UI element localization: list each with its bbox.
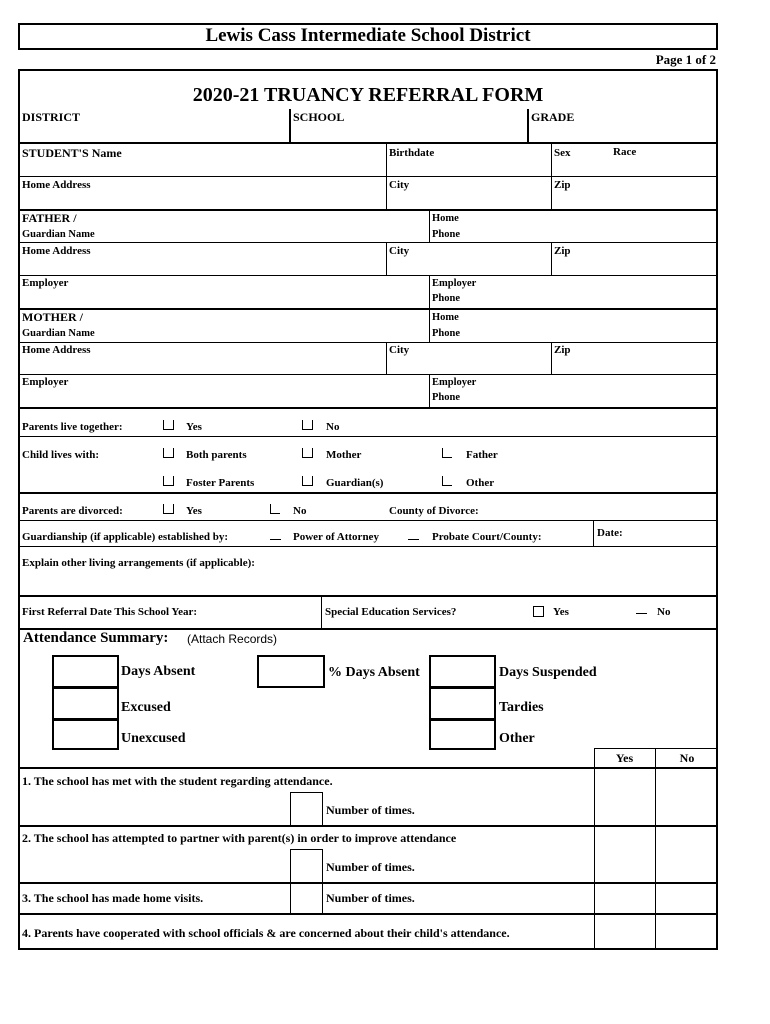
- father-label: FATHER /: [22, 211, 77, 225]
- together-no-label: No: [326, 421, 340, 433]
- divorced-yes-label: Yes: [186, 505, 202, 517]
- sped-label: Special Education Services?: [325, 606, 457, 618]
- question-2: 2. The school has attempted to partner with parent(s) in order to improve attendance: [22, 831, 457, 845]
- tardies-label: Tardies: [499, 700, 544, 715]
- together-yes-label: Yes: [186, 421, 202, 433]
- divorced-label: Parents are divorced:: [22, 505, 123, 517]
- other-checkbox[interactable]: [442, 476, 452, 486]
- mother-emp-phone-1: Employer: [432, 377, 477, 388]
- father-address-label: Home Address: [22, 245, 91, 257]
- days-suspended-input[interactable]: [429, 655, 496, 688]
- grade-label: GRADE: [531, 110, 575, 124]
- yes-column-header: Yes: [615, 751, 634, 765]
- father-home-phone-2: Phone: [432, 229, 461, 240]
- mother-subtitle: Guardian Name: [22, 328, 95, 339]
- mother-zip-label: Zip: [554, 344, 571, 356]
- mother-label: MOTHER /: [22, 310, 84, 324]
- mother-emp-phone-2: Phone: [432, 392, 461, 403]
- mother-option-label: Mother: [326, 449, 362, 461]
- guardians-label: Guardian(s): [326, 477, 384, 489]
- father-emp-phone-2: Phone: [432, 293, 461, 304]
- question-3: 3. The school has made home visits.: [22, 891, 204, 905]
- father-subtitle: Guardian Name: [22, 229, 95, 240]
- no-column-header: No: [679, 751, 695, 765]
- probate-label: Probate Court/County:: [432, 531, 542, 543]
- father-zip-label: Zip: [554, 245, 571, 257]
- father-home-phone-1: Home: [432, 213, 459, 224]
- parents-together-label: Parents live together:: [22, 421, 123, 433]
- other-label: Other: [499, 731, 535, 746]
- both-parents-label: Both parents: [186, 449, 247, 461]
- student-zip-label: Zip: [554, 179, 571, 191]
- both-parents-checkbox[interactable]: [163, 448, 174, 458]
- unexcused-input[interactable]: [52, 719, 119, 750]
- father-emp-phone-1: Employer: [432, 278, 477, 289]
- student-name-label: STUDENT'S Name: [22, 146, 122, 160]
- guardians-checkbox[interactable]: [302, 476, 313, 486]
- days-absent-label: Days Absent: [121, 664, 196, 679]
- other-input[interactable]: [429, 719, 496, 750]
- foster-checkbox[interactable]: [163, 476, 174, 486]
- mother-home-phone-1: Home: [432, 312, 459, 323]
- pct-absent-label: % Days Absent: [328, 665, 420, 680]
- q3-times-label: Number of times.: [326, 891, 415, 905]
- district-label: DISTRICT: [22, 110, 81, 124]
- county-divorce-label: County of Divorce:: [389, 505, 479, 517]
- date-label: Date:: [597, 527, 623, 539]
- other-option-label: Other: [466, 477, 495, 489]
- student-address-label: Home Address: [22, 179, 91, 191]
- tardies-input[interactable]: [429, 687, 496, 720]
- birthdate-label: Birthdate: [389, 147, 435, 159]
- divorced-no-label: No: [293, 505, 307, 517]
- race-label: Race: [613, 146, 637, 158]
- pct-absent-input[interactable]: [257, 655, 325, 688]
- sex-label: Sex: [554, 147, 571, 159]
- form-title: 2020-21 TRUANCY REFERRAL FORM: [192, 84, 544, 106]
- attach-records-note: (Attach Records): [187, 632, 278, 646]
- excused-input[interactable]: [52, 687, 119, 720]
- q1-times-label: Number of times.: [326, 803, 415, 817]
- q2-times-label: Number of times.: [326, 860, 415, 874]
- together-yes-checkbox[interactable]: [163, 420, 174, 430]
- father-checkbox[interactable]: [442, 448, 452, 458]
- mother-address-label: Home Address: [22, 344, 91, 356]
- divorced-yes-checkbox[interactable]: [163, 504, 174, 514]
- unexcused-label: Unexcused: [121, 731, 186, 746]
- guardianship-label: Guardianship (if applicable) established by:: [22, 531, 228, 543]
- probate-checkbox[interactable]: [408, 537, 419, 540]
- father-option-label: Father: [466, 449, 498, 461]
- excused-label: Excused: [121, 700, 171, 715]
- father-city-label: City: [389, 245, 410, 257]
- father-employer-label: Employer: [22, 277, 69, 289]
- question-1: 1. The school has met with the student regarding attendance.: [22, 774, 333, 788]
- divorced-no-checkbox[interactable]: [270, 504, 280, 514]
- sped-no-checkbox[interactable]: [636, 611, 647, 614]
- child-lives-label: Child lives with:: [22, 449, 100, 461]
- first-referral-label: First Referral Date This School Year:: [22, 606, 198, 618]
- district-title: Lewis Cass Intermediate School District: [205, 25, 531, 46]
- mother-city-label: City: [389, 344, 410, 356]
- mother-home-phone-2: Phone: [432, 328, 461, 339]
- poa-label: Power of Attorney: [293, 531, 379, 543]
- sped-yes-label: Yes: [553, 606, 569, 618]
- mother-employer-label: Employer: [22, 376, 69, 388]
- together-no-checkbox[interactable]: [302, 420, 313, 430]
- days-suspended-label: Days Suspended: [499, 665, 597, 680]
- days-absent-input[interactable]: [52, 655, 119, 688]
- mother-checkbox[interactable]: [302, 448, 313, 458]
- sped-yes-checkbox[interactable]: [533, 606, 544, 617]
- explain-label: Explain other living arrangements (if applicable):: [22, 557, 255, 569]
- poa-checkbox[interactable]: [270, 537, 281, 540]
- school-label: SCHOOL: [293, 110, 345, 124]
- student-city-label: City: [389, 179, 410, 191]
- sped-no-label: No: [657, 606, 671, 618]
- foster-label: Foster Parents: [186, 477, 255, 489]
- page-number: Page 1 of 2: [655, 52, 716, 67]
- attendance-title: Attendance Summary:: [23, 630, 169, 646]
- question-4: 4. Parents have cooperated with school officials & are concerned about their child's attendance.: [22, 926, 510, 940]
